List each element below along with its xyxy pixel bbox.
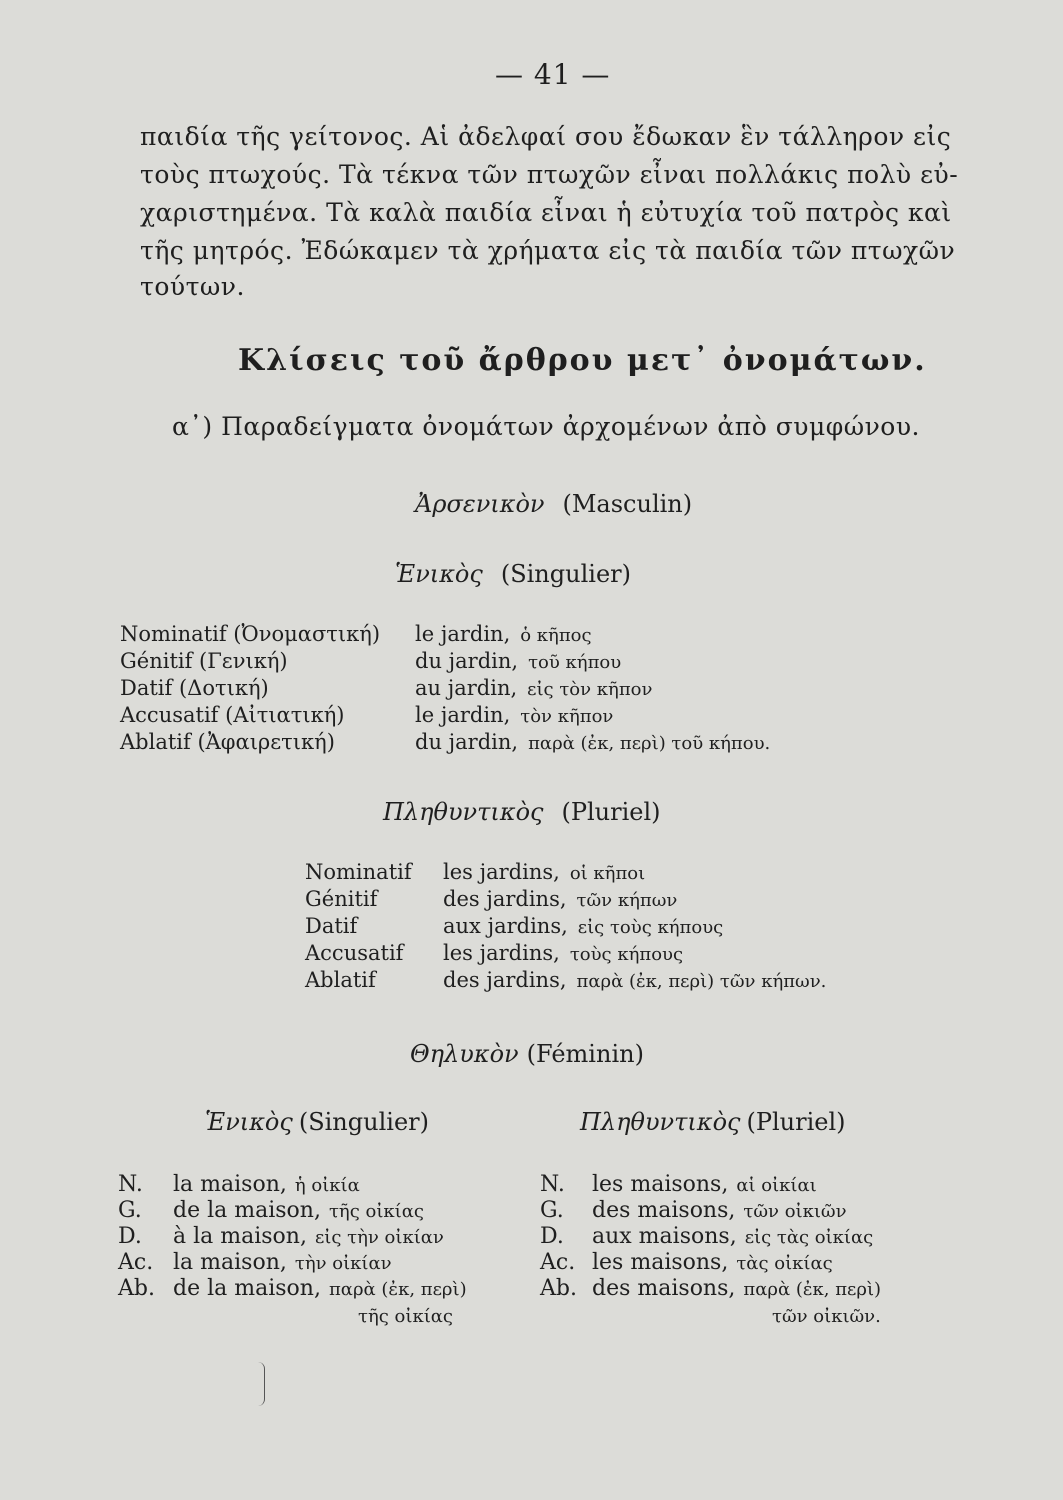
greek-form: τὸν κῆπον [520, 706, 614, 727]
french-form: le jardin, [415, 622, 511, 646]
case-form [443, 860, 645, 886]
print-mark [258, 1362, 265, 1406]
case-label: Accusatif [305, 941, 404, 965]
greek-form: τοὺς κήπους [569, 944, 684, 965]
case-label: Ac. [118, 1250, 154, 1275]
paragraph-line: τοὺς πτωχούς. Τὰ τέκνα τῶν πτωχῶν εἶναι πολλάκις πολὺ εὐ- [140, 160, 959, 189]
french-form: des jardins, [443, 968, 567, 992]
greek-form: τοῦ κήπου [528, 652, 622, 673]
masculine-title-greek: Ἀρσενικὸν [415, 490, 545, 518]
case-label: Ablatif [305, 968, 376, 992]
continuation-line: τῶν οἰκιῶν. [772, 1306, 881, 1327]
case-form [443, 941, 683, 967]
case-label: Datif (Δοτική) [120, 676, 269, 700]
case-label: D. [540, 1224, 564, 1249]
french-form: le jardin, [415, 703, 511, 727]
case-form [443, 914, 723, 940]
greek-form: παρὰ (ἐκ, περὶ) [743, 1279, 882, 1300]
french-form: des jardins, [443, 887, 567, 911]
section-heading: Κλίσεις τοῦ ἄρθρου μετ᾽ ὀνομάτων. [238, 343, 927, 378]
greek-form: τῶν κήπων [576, 890, 678, 911]
french-form: les maisons, [592, 1250, 729, 1275]
case-label: N. [118, 1172, 143, 1197]
case-label: Datif [305, 914, 358, 938]
case-form [415, 730, 770, 756]
case-form [415, 622, 592, 648]
french-form: les jardins, [443, 941, 560, 965]
feminine-singular-title-french: (Singulier) [298, 1108, 429, 1136]
feminine-plural-title-greek: Πληθυντικὸς [580, 1108, 741, 1136]
case-form [173, 1224, 444, 1251]
paragraph-line: παιδία τῆς γείτονος. Αἱ ἀδελφαί σου ἔδωκαν ἓν τάλληρον εἰς [140, 122, 952, 151]
feminine-title-greek: Θηλυκὸν [410, 1040, 519, 1068]
french-form: des maisons, [592, 1276, 736, 1301]
case-form [173, 1276, 467, 1303]
greek-form: οἱ κῆποι [569, 863, 646, 884]
case-label: G. [540, 1198, 564, 1223]
french-form: les jardins, [443, 860, 560, 884]
masculine-title [415, 490, 692, 518]
case-form [173, 1198, 424, 1225]
case-label: D. [118, 1224, 142, 1249]
masculine-plural-title-french: (Pluriel) [561, 798, 661, 826]
french-form: aux jardins, [443, 914, 568, 938]
french-form: aux maisons, [592, 1224, 737, 1249]
greek-form: τὴν οἰκίαν [294, 1253, 392, 1274]
french-form: à la maison, [173, 1224, 307, 1249]
greek-form: παρὰ (ἐκ, περὶ) τῶν κήπων. [576, 971, 827, 992]
greek-form: τῆς οἰκίας [328, 1201, 424, 1222]
case-form [415, 703, 613, 729]
greek-form: παρὰ (ἐκ, περὶ) τοῦ κήπου. [528, 733, 771, 754]
case-form [592, 1172, 817, 1199]
case-form [173, 1250, 392, 1277]
masculine-singular-title [395, 560, 631, 588]
greek-form: τῶν οἰκιῶν [743, 1201, 847, 1222]
case-label: Ab. [118, 1276, 155, 1301]
case-label: Ab. [540, 1276, 577, 1301]
case-form [592, 1250, 833, 1277]
feminine-singular-title [205, 1108, 429, 1136]
masculine-plural-title [383, 798, 661, 826]
case-label: G. [118, 1198, 142, 1223]
section-subheading: α᾽) Παραδείγματα ὀνομάτων ἀρχομένων ἀπὸ συμφώνου. [172, 412, 920, 441]
masculine-singular-title-greek: Ἑνικὸς [395, 560, 483, 588]
feminine-title [410, 1040, 644, 1068]
greek-form: ἡ οἰκία [294, 1175, 360, 1196]
feminine-plural-title [580, 1108, 846, 1136]
french-form: de la maison, [173, 1198, 321, 1223]
greek-form: αἱ οἰκίαι [736, 1175, 817, 1196]
case-form [415, 649, 621, 675]
greek-form: ὁ κῆπος [520, 625, 592, 646]
feminine-title-french: (Féminin) [526, 1040, 644, 1068]
paragraph-line: τῆς μητρός. Ἐδώκαμεν τὰ χρήματα εἰς τὰ παιδία τῶν πτωχῶν [140, 236, 956, 265]
french-form: la maison, [173, 1172, 287, 1197]
case-form [592, 1276, 881, 1303]
paragraph-line: χαριστημένα. Τὰ καλὰ παιδία εἶναι ἡ εὐτυχία τοῦ πατρὸς καὶ [140, 198, 952, 227]
french-form: de la maison, [173, 1276, 321, 1301]
case-label: Ablatif (Ἀφαιρετική) [120, 730, 335, 754]
feminine-singular-title-greek: Ἑνικὸς [205, 1108, 293, 1136]
french-form: du jardin, [415, 730, 519, 754]
case-form [592, 1224, 873, 1251]
masculine-plural-title-greek: Πληθυντικὸς [383, 798, 544, 826]
feminine-plural-title-french: (Pluriel) [746, 1108, 846, 1136]
french-form: la maison, [173, 1250, 287, 1275]
paragraph-line: τούτων. [140, 272, 245, 301]
page-number: — 41 — [495, 58, 611, 91]
french-form: du jardin, [415, 649, 519, 673]
case-form [592, 1198, 847, 1225]
case-label: Génitif (Γενική) [120, 649, 288, 673]
case-label: Nominatif (Ὀνομαστική) [120, 622, 381, 646]
continuation-line: τῆς οἰκίας [358, 1306, 453, 1327]
french-form: au jardin, [415, 676, 518, 700]
french-form: les maisons, [592, 1172, 729, 1197]
case-form [443, 968, 826, 994]
greek-form: παρὰ (ἐκ, περὶ) [328, 1279, 467, 1300]
case-label: Génitif [305, 887, 378, 911]
greek-form: εἰς τὰς οἰκίας [744, 1227, 874, 1248]
case-form [415, 676, 652, 702]
case-label: N. [540, 1172, 565, 1197]
case-form [443, 887, 677, 913]
greek-form: εἰς τὸν κῆπον [527, 679, 653, 700]
french-form: des maisons, [592, 1198, 736, 1223]
masculine-title-french: (Masculin) [562, 490, 693, 518]
case-form [173, 1172, 360, 1199]
case-label: Nominatif [305, 860, 412, 884]
masculine-singular-title-french: (Singulier) [500, 560, 631, 588]
greek-form: τὰς οἰκίας [736, 1253, 833, 1274]
case-label: Ac. [540, 1250, 576, 1275]
case-label: Accusatif (Αἰτιατική) [120, 703, 345, 727]
greek-form: εἰς τὴν οἰκίαν [314, 1227, 444, 1248]
greek-form: εἰς τοὺς κήπους [577, 917, 724, 938]
